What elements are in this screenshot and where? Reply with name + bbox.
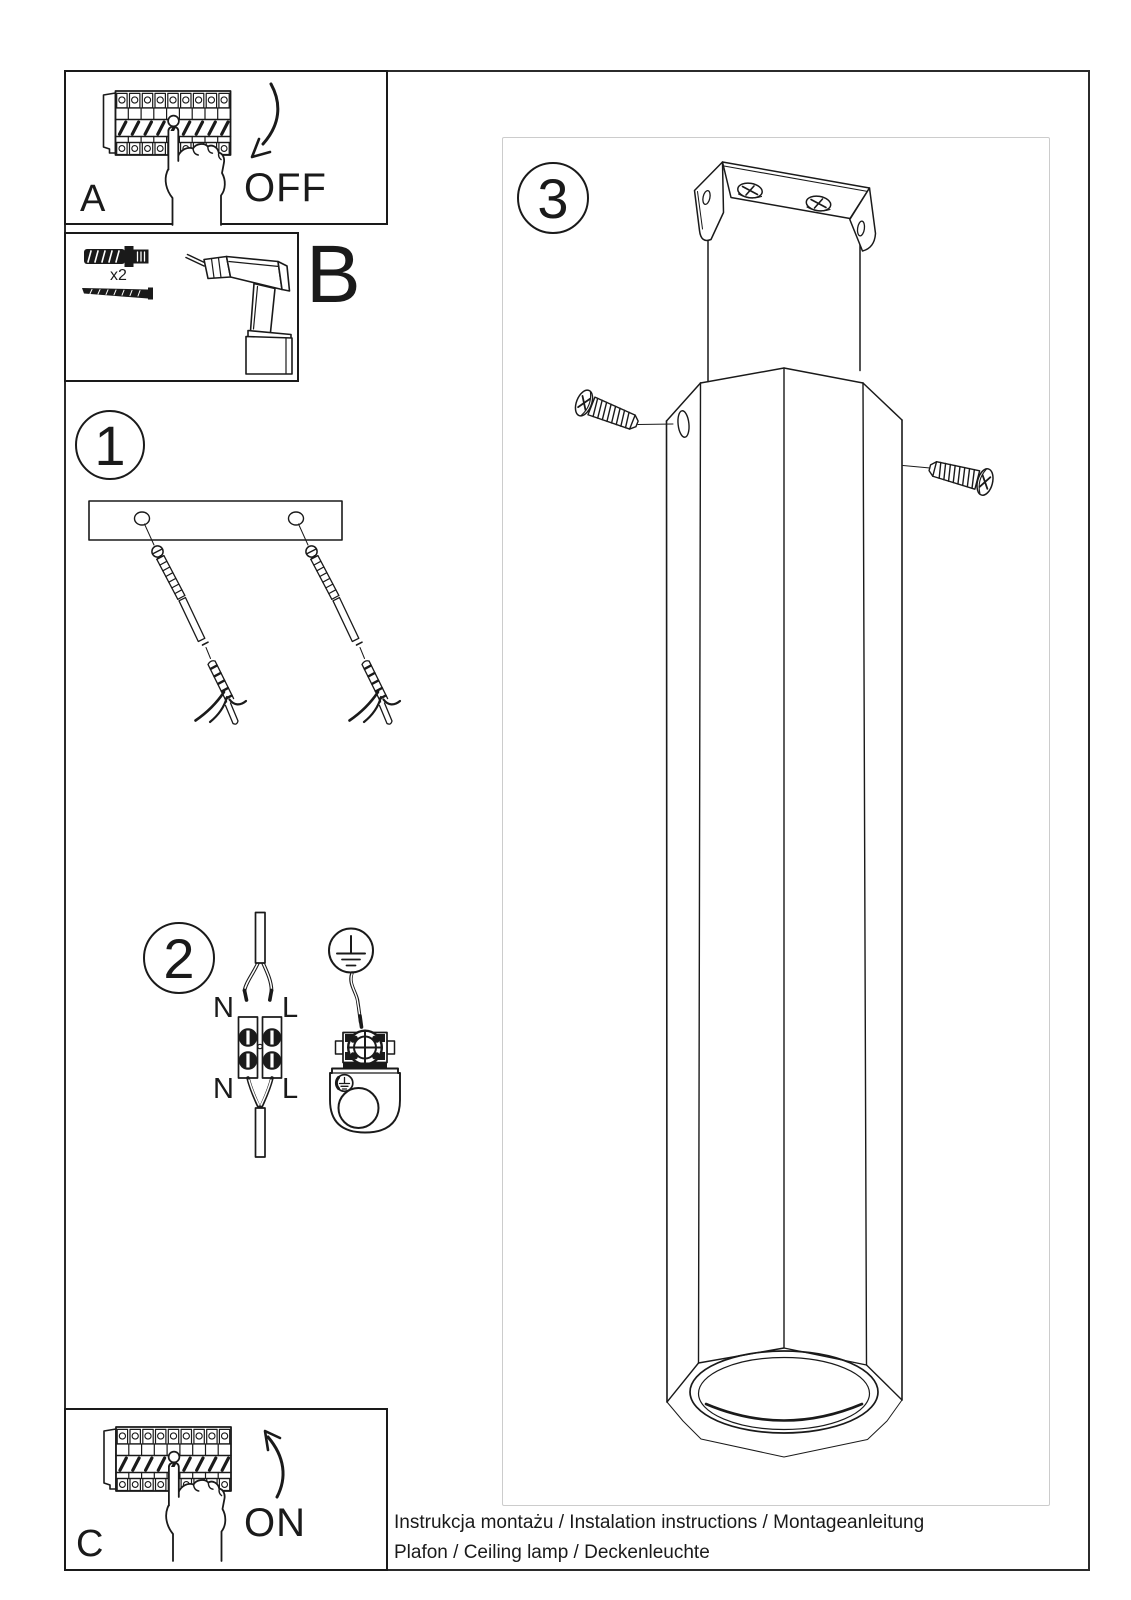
terminal-label-l-bottom: L xyxy=(282,1073,299,1105)
off-arrow-icon xyxy=(252,84,278,157)
wiring-illustration xyxy=(239,913,401,1158)
panel-a-label: A xyxy=(80,178,106,220)
terminal-label-l-top: L xyxy=(282,992,299,1024)
step-1-number: 1 xyxy=(94,413,126,477)
terminal-label-n-top: N xyxy=(213,992,234,1024)
side-screw-icon xyxy=(903,455,996,497)
terminal-block xyxy=(239,913,282,1158)
step-circle-1 xyxy=(75,410,145,480)
on-arrow-icon xyxy=(265,1431,283,1497)
off-caption: OFF xyxy=(244,166,327,210)
panel-c-label: C xyxy=(76,1523,104,1565)
lamp-assembly-illustration xyxy=(572,162,996,1457)
ceiling-bracket xyxy=(695,162,876,251)
ground-fixture xyxy=(330,973,400,1133)
footer-line2: Plafon / Ceiling lamp / Deckenleuchte xyxy=(394,1542,710,1563)
on-caption: ON xyxy=(244,1501,306,1545)
step-circle-2 xyxy=(143,922,215,994)
earth-symbol-icon xyxy=(329,929,373,973)
terminal-label-n-bottom: N xyxy=(213,1073,234,1105)
footer-line1: Instrukcja montażu / Instalation instructions / Montageanleitung xyxy=(394,1512,925,1533)
tools-illustration xyxy=(82,246,292,374)
anchor-quantity-label: x2 xyxy=(110,267,127,284)
wall-plug-icon xyxy=(84,246,149,267)
octagonal-column xyxy=(667,368,903,1457)
step-3-number: 3 xyxy=(537,166,569,230)
drill-icon xyxy=(186,255,292,375)
step-circle-3 xyxy=(517,162,589,234)
side-screw-icon xyxy=(572,388,690,438)
screw-icon xyxy=(82,288,153,300)
panel-b-label: B xyxy=(306,229,361,320)
step-2-number: 2 xyxy=(163,926,195,990)
mounting-bar-illustration xyxy=(89,501,400,724)
